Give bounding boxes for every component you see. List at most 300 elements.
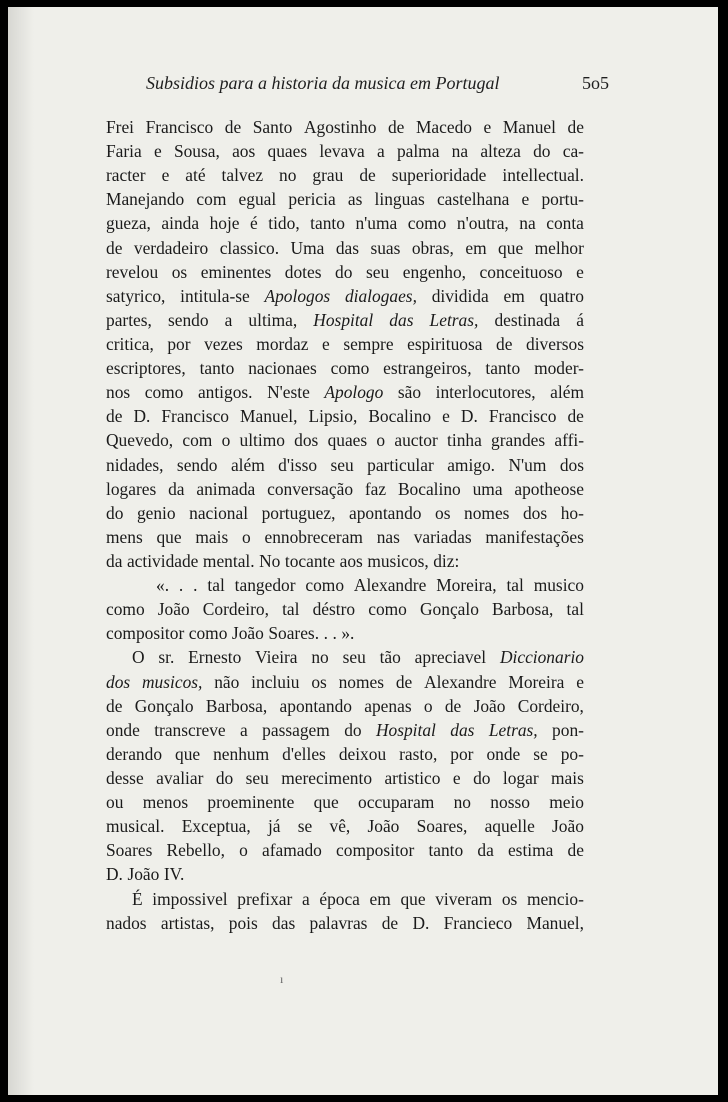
word: compositor xyxy=(106,623,185,644)
word: tal xyxy=(207,575,225,596)
word: n'uma xyxy=(355,213,398,234)
word: conta xyxy=(546,213,584,234)
italic-word: Apologos xyxy=(264,285,331,306)
word: linguas xyxy=(374,189,425,210)
word: são xyxy=(397,382,422,403)
page-header xyxy=(146,71,609,101)
word: é xyxy=(250,213,258,234)
word: escriptores, xyxy=(106,358,186,379)
word: João xyxy=(473,695,506,716)
word: tinha xyxy=(447,430,482,451)
word: no xyxy=(279,165,297,186)
word: como xyxy=(106,599,145,620)
word: a xyxy=(301,888,310,909)
word: palavras xyxy=(309,912,368,933)
word: mental. xyxy=(202,550,255,571)
word: Exceptua, xyxy=(181,816,251,837)
word: impossivel xyxy=(152,888,228,909)
word: de xyxy=(567,406,584,427)
word: mais xyxy=(551,767,584,788)
word: tal xyxy=(506,575,524,596)
word: moder- xyxy=(534,358,584,379)
word: Sousa, xyxy=(173,141,220,162)
italic-word: Diccionario xyxy=(499,647,584,668)
word: apenas xyxy=(364,695,412,716)
word: mordaz xyxy=(256,333,309,354)
word: do xyxy=(533,141,551,162)
word: intellectual. xyxy=(502,165,584,186)
word: que xyxy=(498,237,524,258)
italic-word: Letras, xyxy=(488,719,538,740)
word: nados xyxy=(106,912,147,933)
word: apontando xyxy=(349,502,422,523)
word: Agostinho xyxy=(303,117,377,137)
word: manifestações xyxy=(485,526,584,547)
word: alteza xyxy=(480,141,521,162)
word: avaliar xyxy=(156,767,204,788)
word: ennobreceram xyxy=(264,526,363,547)
text-line xyxy=(106,332,584,356)
word: e xyxy=(576,261,584,282)
text-line xyxy=(106,284,584,308)
word: d'elles xyxy=(282,743,326,764)
word: desse xyxy=(106,767,144,788)
word: genio xyxy=(136,502,176,523)
text-line xyxy=(106,308,584,332)
word: verdadeiro xyxy=(133,237,209,258)
word: aquelle xyxy=(484,816,535,837)
word: por xyxy=(167,333,191,354)
word: que xyxy=(175,743,201,764)
word: como xyxy=(330,358,370,379)
word: Vieira xyxy=(255,647,298,668)
word: No xyxy=(259,550,281,571)
text-line xyxy=(106,477,584,501)
word: de xyxy=(567,840,584,861)
word: ou xyxy=(106,792,124,813)
word: palma xyxy=(396,141,440,162)
text-line xyxy=(106,718,584,742)
word: viveram xyxy=(435,888,493,909)
word: pon- xyxy=(552,719,584,740)
word: meio xyxy=(549,792,584,813)
word: de xyxy=(395,671,413,692)
word: dotes xyxy=(284,261,322,282)
word: . xyxy=(332,623,337,644)
word: além xyxy=(550,382,584,403)
word: menos xyxy=(142,792,189,813)
word: D. xyxy=(460,406,478,427)
word: superioridade xyxy=(391,165,487,186)
word: amigo. xyxy=(447,454,496,475)
word: tanto xyxy=(485,358,521,379)
word: de xyxy=(381,912,399,933)
word: de xyxy=(496,333,513,354)
text-line xyxy=(106,139,584,163)
word: D. xyxy=(106,864,123,885)
word: castelhana xyxy=(436,189,510,210)
word: Alexandre xyxy=(353,575,427,596)
word: Alexandre xyxy=(424,671,497,692)
text-line xyxy=(106,428,584,452)
word: nacional xyxy=(189,502,249,523)
word: partes, xyxy=(106,309,152,330)
word: de xyxy=(106,237,123,258)
word: tangedor xyxy=(234,575,296,596)
word: mais xyxy=(195,526,229,547)
word: nomes xyxy=(338,671,385,692)
word: racter xyxy=(106,165,146,186)
word: D. xyxy=(133,406,151,427)
body-text xyxy=(106,115,584,935)
word: É xyxy=(132,888,143,909)
word: Lipsio, xyxy=(308,406,358,427)
word: do xyxy=(335,261,353,282)
word: ho- xyxy=(560,502,584,523)
word: espirituosa xyxy=(407,333,483,354)
word: particular xyxy=(367,454,434,475)
text-line xyxy=(106,453,584,477)
word: como xyxy=(368,599,407,620)
word: os xyxy=(435,502,451,523)
word: Barbosa, xyxy=(205,695,268,716)
word: á xyxy=(576,309,584,330)
word: interlocutores, xyxy=(435,382,536,403)
word: Frei xyxy=(106,117,135,137)
word: sempre xyxy=(343,333,394,354)
word: deixou xyxy=(338,743,387,764)
word: Moreira, xyxy=(436,575,497,596)
word: de xyxy=(444,695,462,716)
text-line xyxy=(106,549,584,573)
word: como xyxy=(188,623,228,644)
page-number: 5o5 xyxy=(582,73,609,93)
word: Manuel xyxy=(502,117,556,137)
word: os xyxy=(311,671,327,692)
word: na xyxy=(451,141,469,162)
word: suas xyxy=(370,237,401,258)
word: os xyxy=(501,888,518,909)
text-line xyxy=(106,694,584,718)
word: n'outra, xyxy=(456,213,509,234)
word: que xyxy=(313,792,339,813)
italic-word: Hospital xyxy=(313,309,374,330)
word: Macedo xyxy=(415,117,472,137)
word: Bocalino xyxy=(368,406,432,427)
italic-word: dos xyxy=(106,671,131,692)
word: Gonçalo xyxy=(134,695,194,716)
word: sendo xyxy=(176,454,218,475)
word: o xyxy=(376,430,386,451)
word: da xyxy=(106,550,123,571)
word: nosso xyxy=(490,792,530,813)
word: a xyxy=(224,309,233,330)
text-line xyxy=(106,670,584,694)
word: melhor xyxy=(534,237,584,258)
word: mencio- xyxy=(526,888,584,909)
text-line xyxy=(106,115,584,139)
word: . xyxy=(323,623,328,644)
word: artistico xyxy=(384,767,441,788)
word: Gonçalo xyxy=(420,599,479,620)
text-line xyxy=(106,211,584,235)
word: em xyxy=(465,237,487,258)
text-line xyxy=(106,742,584,766)
word: estima xyxy=(507,840,554,861)
word: onde xyxy=(486,743,521,764)
word: eminentes xyxy=(200,261,272,282)
word: conceituoso xyxy=(479,261,563,282)
word: que xyxy=(400,888,426,909)
text-line xyxy=(106,887,584,911)
word: e xyxy=(452,767,461,788)
word: e xyxy=(153,141,162,162)
word: do xyxy=(215,767,234,788)
word: sr. xyxy=(158,647,175,668)
word: tanto xyxy=(428,840,464,861)
italic-word: dialogaes, xyxy=(344,285,417,306)
word: época xyxy=(319,888,360,909)
text-line xyxy=(106,356,584,380)
word: como xyxy=(305,575,345,596)
word: do xyxy=(473,767,491,788)
word: João xyxy=(367,816,400,837)
running-title: Subsidios para a historia da musica em Portugal xyxy=(146,73,500,93)
word: nomes xyxy=(464,502,510,523)
italic-word: Hospital xyxy=(375,719,436,740)
word: obras, xyxy=(411,237,454,258)
word: e xyxy=(483,117,492,137)
word: do xyxy=(344,719,362,740)
word: levava xyxy=(319,141,365,162)
word: Quevedo, xyxy=(106,430,174,451)
word: nacionaes xyxy=(248,358,317,379)
word: nos xyxy=(106,382,131,403)
word: satyrico, xyxy=(106,285,166,306)
word: logares xyxy=(106,478,157,499)
word: já xyxy=(267,816,281,837)
word: e xyxy=(322,333,330,354)
word: e xyxy=(161,165,170,186)
text-line xyxy=(106,597,584,621)
word: se xyxy=(533,743,548,764)
word: de xyxy=(106,406,123,427)
word: Soares. xyxy=(268,623,320,644)
word: como xyxy=(407,213,447,234)
word: quaes xyxy=(267,141,308,162)
text-line xyxy=(106,573,584,597)
word: IV. xyxy=(163,864,185,885)
word: variadas xyxy=(413,526,472,547)
word: nas xyxy=(376,526,400,547)
word: de xyxy=(387,117,405,137)
text-line xyxy=(106,814,584,838)
word: dividida xyxy=(431,285,489,306)
word: o xyxy=(423,695,433,716)
word: logar xyxy=(502,767,539,788)
word: incluiu xyxy=(251,671,300,692)
word: João xyxy=(231,623,264,644)
word: e xyxy=(442,406,450,427)
word: do xyxy=(106,502,124,523)
word: actividade xyxy=(126,550,199,571)
word: D. xyxy=(412,912,430,933)
text-line xyxy=(106,380,584,404)
word: da xyxy=(477,840,494,861)
word: N'este xyxy=(267,382,310,403)
word: de xyxy=(359,165,376,186)
word: passagem xyxy=(262,719,330,740)
word: em xyxy=(503,285,525,306)
word: afamado xyxy=(262,840,322,861)
text-line xyxy=(106,187,584,211)
word: revelou xyxy=(106,261,159,282)
word: de xyxy=(224,117,242,137)
word: diz: xyxy=(433,550,460,571)
text-line xyxy=(106,862,584,886)
word: os xyxy=(171,261,188,282)
word: pericia xyxy=(288,189,336,210)
word: tido, xyxy=(268,213,300,234)
word: tocante xyxy=(284,550,336,571)
text-line xyxy=(106,525,584,549)
word: estrangeiros, xyxy=(383,358,472,379)
word: o xyxy=(239,840,248,861)
text-line xyxy=(106,645,584,669)
paper-mark: ı xyxy=(280,972,284,986)
word: seu xyxy=(245,767,269,788)
word: artistas, xyxy=(160,912,215,933)
word: Francisco xyxy=(161,406,229,427)
word: Rebello, xyxy=(166,840,225,861)
word: as xyxy=(347,189,363,210)
text-line xyxy=(106,501,584,525)
word: João xyxy=(552,816,584,837)
word: auctor xyxy=(394,430,438,451)
word: compositor xyxy=(336,840,415,861)
word: critica, xyxy=(106,333,154,354)
word: que xyxy=(156,526,182,547)
word: . xyxy=(193,575,198,596)
word: quaes xyxy=(327,430,368,451)
word: onde xyxy=(106,719,140,740)
word: egual xyxy=(238,189,277,210)
word: Cordeiro, xyxy=(202,599,269,620)
text-line xyxy=(106,911,584,935)
word: d'isso xyxy=(278,454,318,475)
word: da xyxy=(168,478,185,499)
word: tal xyxy=(282,599,300,620)
word: Manuel, xyxy=(240,406,298,427)
text-line xyxy=(106,163,584,187)
word: das xyxy=(335,237,359,258)
text-line xyxy=(106,790,584,814)
word: «. xyxy=(156,575,170,596)
word: mens xyxy=(106,526,143,547)
word: portuguez, xyxy=(261,502,336,523)
word: aos xyxy=(232,141,256,162)
text-line xyxy=(106,838,584,862)
word: uma xyxy=(472,478,503,499)
word: Manuel, xyxy=(526,912,584,933)
word: po- xyxy=(560,743,584,764)
word: vezes xyxy=(204,333,243,354)
word: Francisco xyxy=(488,406,557,427)
word: musical. xyxy=(106,816,165,837)
word: talvez xyxy=(221,165,264,186)
word: dos xyxy=(522,502,548,523)
word: pois xyxy=(228,912,258,933)
word: antigos. xyxy=(197,382,253,403)
word: Santo xyxy=(252,117,293,137)
word: tanto xyxy=(310,213,345,234)
word: se xyxy=(297,816,313,837)
word: Francieco xyxy=(443,912,513,933)
word: grau xyxy=(312,165,344,186)
word: até xyxy=(185,165,206,186)
word: João xyxy=(127,864,160,885)
word: hoje xyxy=(209,213,240,234)
word: seu xyxy=(330,454,354,475)
word: por xyxy=(450,743,474,764)
word: proeminente xyxy=(207,792,295,813)
word: ainda xyxy=(161,213,200,234)
word: seu xyxy=(365,261,390,282)
word: Barbosa, xyxy=(492,599,554,620)
word: tal xyxy=(566,599,584,620)
word: musicos, xyxy=(367,550,429,571)
word: Moreira xyxy=(508,671,565,692)
word: ultima, xyxy=(248,309,298,330)
word: Cordeiro, xyxy=(517,695,584,716)
word: das xyxy=(272,912,296,933)
text-line xyxy=(106,621,584,645)
italic-word: Apologo xyxy=(324,382,384,403)
word: apontando xyxy=(279,695,352,716)
word: ca- xyxy=(562,141,584,162)
word: dos xyxy=(559,454,584,475)
word: no xyxy=(311,647,329,668)
word: sendo xyxy=(167,309,209,330)
word: classico. xyxy=(219,237,280,258)
word: tanto xyxy=(199,358,235,379)
word: Soares xyxy=(106,840,153,861)
word: não xyxy=(214,671,240,692)
word: com xyxy=(182,430,213,451)
word: derando xyxy=(106,743,163,764)
word: com xyxy=(196,189,227,210)
word: nidades, xyxy=(106,454,164,475)
word: aos xyxy=(339,550,363,571)
word: Faria xyxy=(106,141,142,162)
word: tão xyxy=(379,647,401,668)
word: N'um xyxy=(508,454,547,475)
word: faz xyxy=(364,478,387,499)
word: ultimo xyxy=(239,430,285,451)
word: engenho, xyxy=(402,261,466,282)
word: e xyxy=(521,189,530,210)
word: conversação xyxy=(267,478,354,499)
word: occuparam xyxy=(358,792,435,813)
word: déstro xyxy=(312,599,356,620)
word: prefixar xyxy=(237,888,293,909)
word: e xyxy=(576,671,584,692)
italic-word: das xyxy=(450,719,475,740)
word: o xyxy=(242,526,251,547)
book-page xyxy=(8,7,718,1095)
text-line xyxy=(106,766,584,790)
word: Soares, xyxy=(416,816,468,837)
